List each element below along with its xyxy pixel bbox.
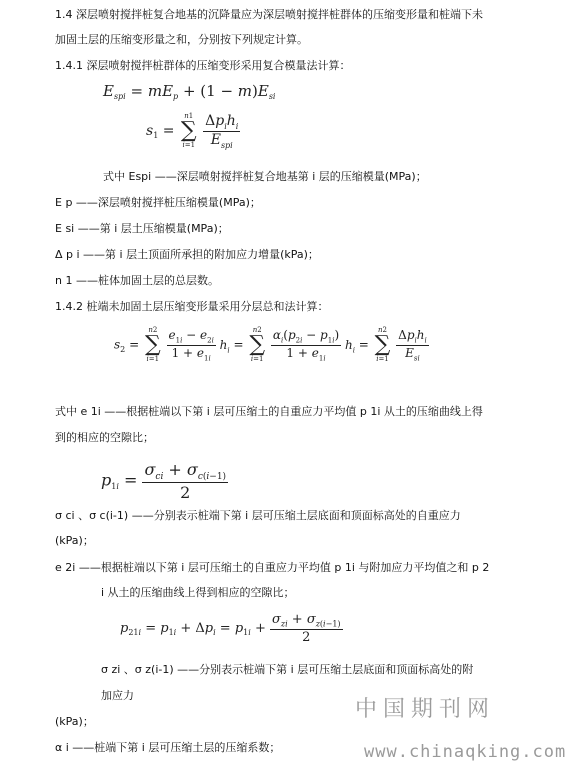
subsection-heading-1-4-2: 1.4.2 桩端未加固土层压缩变形量采用分层总和法计算： [55, 300, 329, 313]
section-heading-1-4: 1.4 深层喷射搅拌桩复合地基的沉降量应为深层喷射搅拌桩群体的压缩变形量和桩端下未 [55, 8, 483, 21]
formula-s1: $s_1$ = n1 ∑ i=1 $\frac{\Delta p_ih_i}{E_{spi}}$ [146, 112, 239, 150]
watermark-url: www.chinaqking.com [364, 742, 567, 762]
watermark-cn: 中国期刊网 [355, 697, 496, 722]
formula-s2: $s_2$ = n2 ∑ i=1 $\frac{e_{1i} - e_{2i}}{1 + e_{1i}}$ $h_i$ = n2 ∑ i=1 $\frac{\alpha_i(p_{2i} - p_{1i})}{1 + e_{1i}}$ $h_i$ = n2 ∑ i=1 $\frac{\Delta p_ih_i}{E_{si}}$ [114, 326, 427, 363]
paragraph-line: 到的相应的空隙比； [55, 431, 154, 444]
paragraph-line: i 从土的压缩曲线上得到相应的空隙比； [101, 586, 295, 599]
definition-ep: E p ——深层喷射搅拌桩压缩模量(MPa)； [55, 196, 261, 209]
definition-espi: 式中 Espi ——深层喷射搅拌桩复合地基第 i 层的压缩模量(MPa)； [103, 170, 427, 183]
definition-e1i: 式中 e 1i ——根据桩端以下第 i 层可压缩土的自重应力平均值 p 1i 从土的压缩曲线上得 [55, 405, 483, 418]
definition-sigma-z: σ zi 、σ z(i-1) ——分别表示桩端下第 i 层可压缩土层底面和顶面标高处的附 [101, 663, 474, 676]
definition-esi: E si ——第 i 层土压缩模量(MPa)； [55, 222, 229, 235]
definition-delta-pi: Δ p i ——第 i 层土顶面所承担的附加应力增量(kPa)； [55, 248, 319, 261]
paragraph-line: 加固土层的压缩变形量之和，分别按下列规定计算。 [55, 33, 308, 46]
subsection-heading-1-4-1: 1.4.1 深层喷射搅拌桩群体的压缩变形采用复合模量法计算： [55, 59, 351, 72]
formula-composite-modulus: $E_{spi} = mE_p + (1 - m)E_{si}$ [103, 82, 276, 101]
paragraph-line: 加应力 [101, 689, 134, 702]
definition-alpha-i: α i ——桩端下第 i 层可压缩土层的压缩系数； [55, 741, 281, 754]
unit-kpa: (kPa)； [55, 715, 94, 728]
definition-n1: n 1 ——桩体加固土层的总层数。 [55, 274, 219, 287]
formula-p1i: p1i = $\frac{\sigma_{ci} + \sigma_{c(i-1)}}{2}$ [101, 460, 227, 503]
definition-sigma-c: σ ci 、σ c(i-1) ——分别表示桩端下第 i 层可压缩土层底面和顶面标高处的自重应力 [55, 509, 461, 522]
unit-kpa: (kPa)； [55, 534, 94, 547]
formula-p2i: $p_{21i} = p_{1i} + \Delta p_i = p_{1i}$ + $\frac{\sigma_{zi} + \sigma_{z(i-1)}}{2}$ [120, 612, 341, 645]
definition-e2i: e 2i ——根据桩端以下第 i 层可压缩土的自重应力平均值 p 1i 与附加应力平均值之和 p 2 [55, 561, 490, 574]
